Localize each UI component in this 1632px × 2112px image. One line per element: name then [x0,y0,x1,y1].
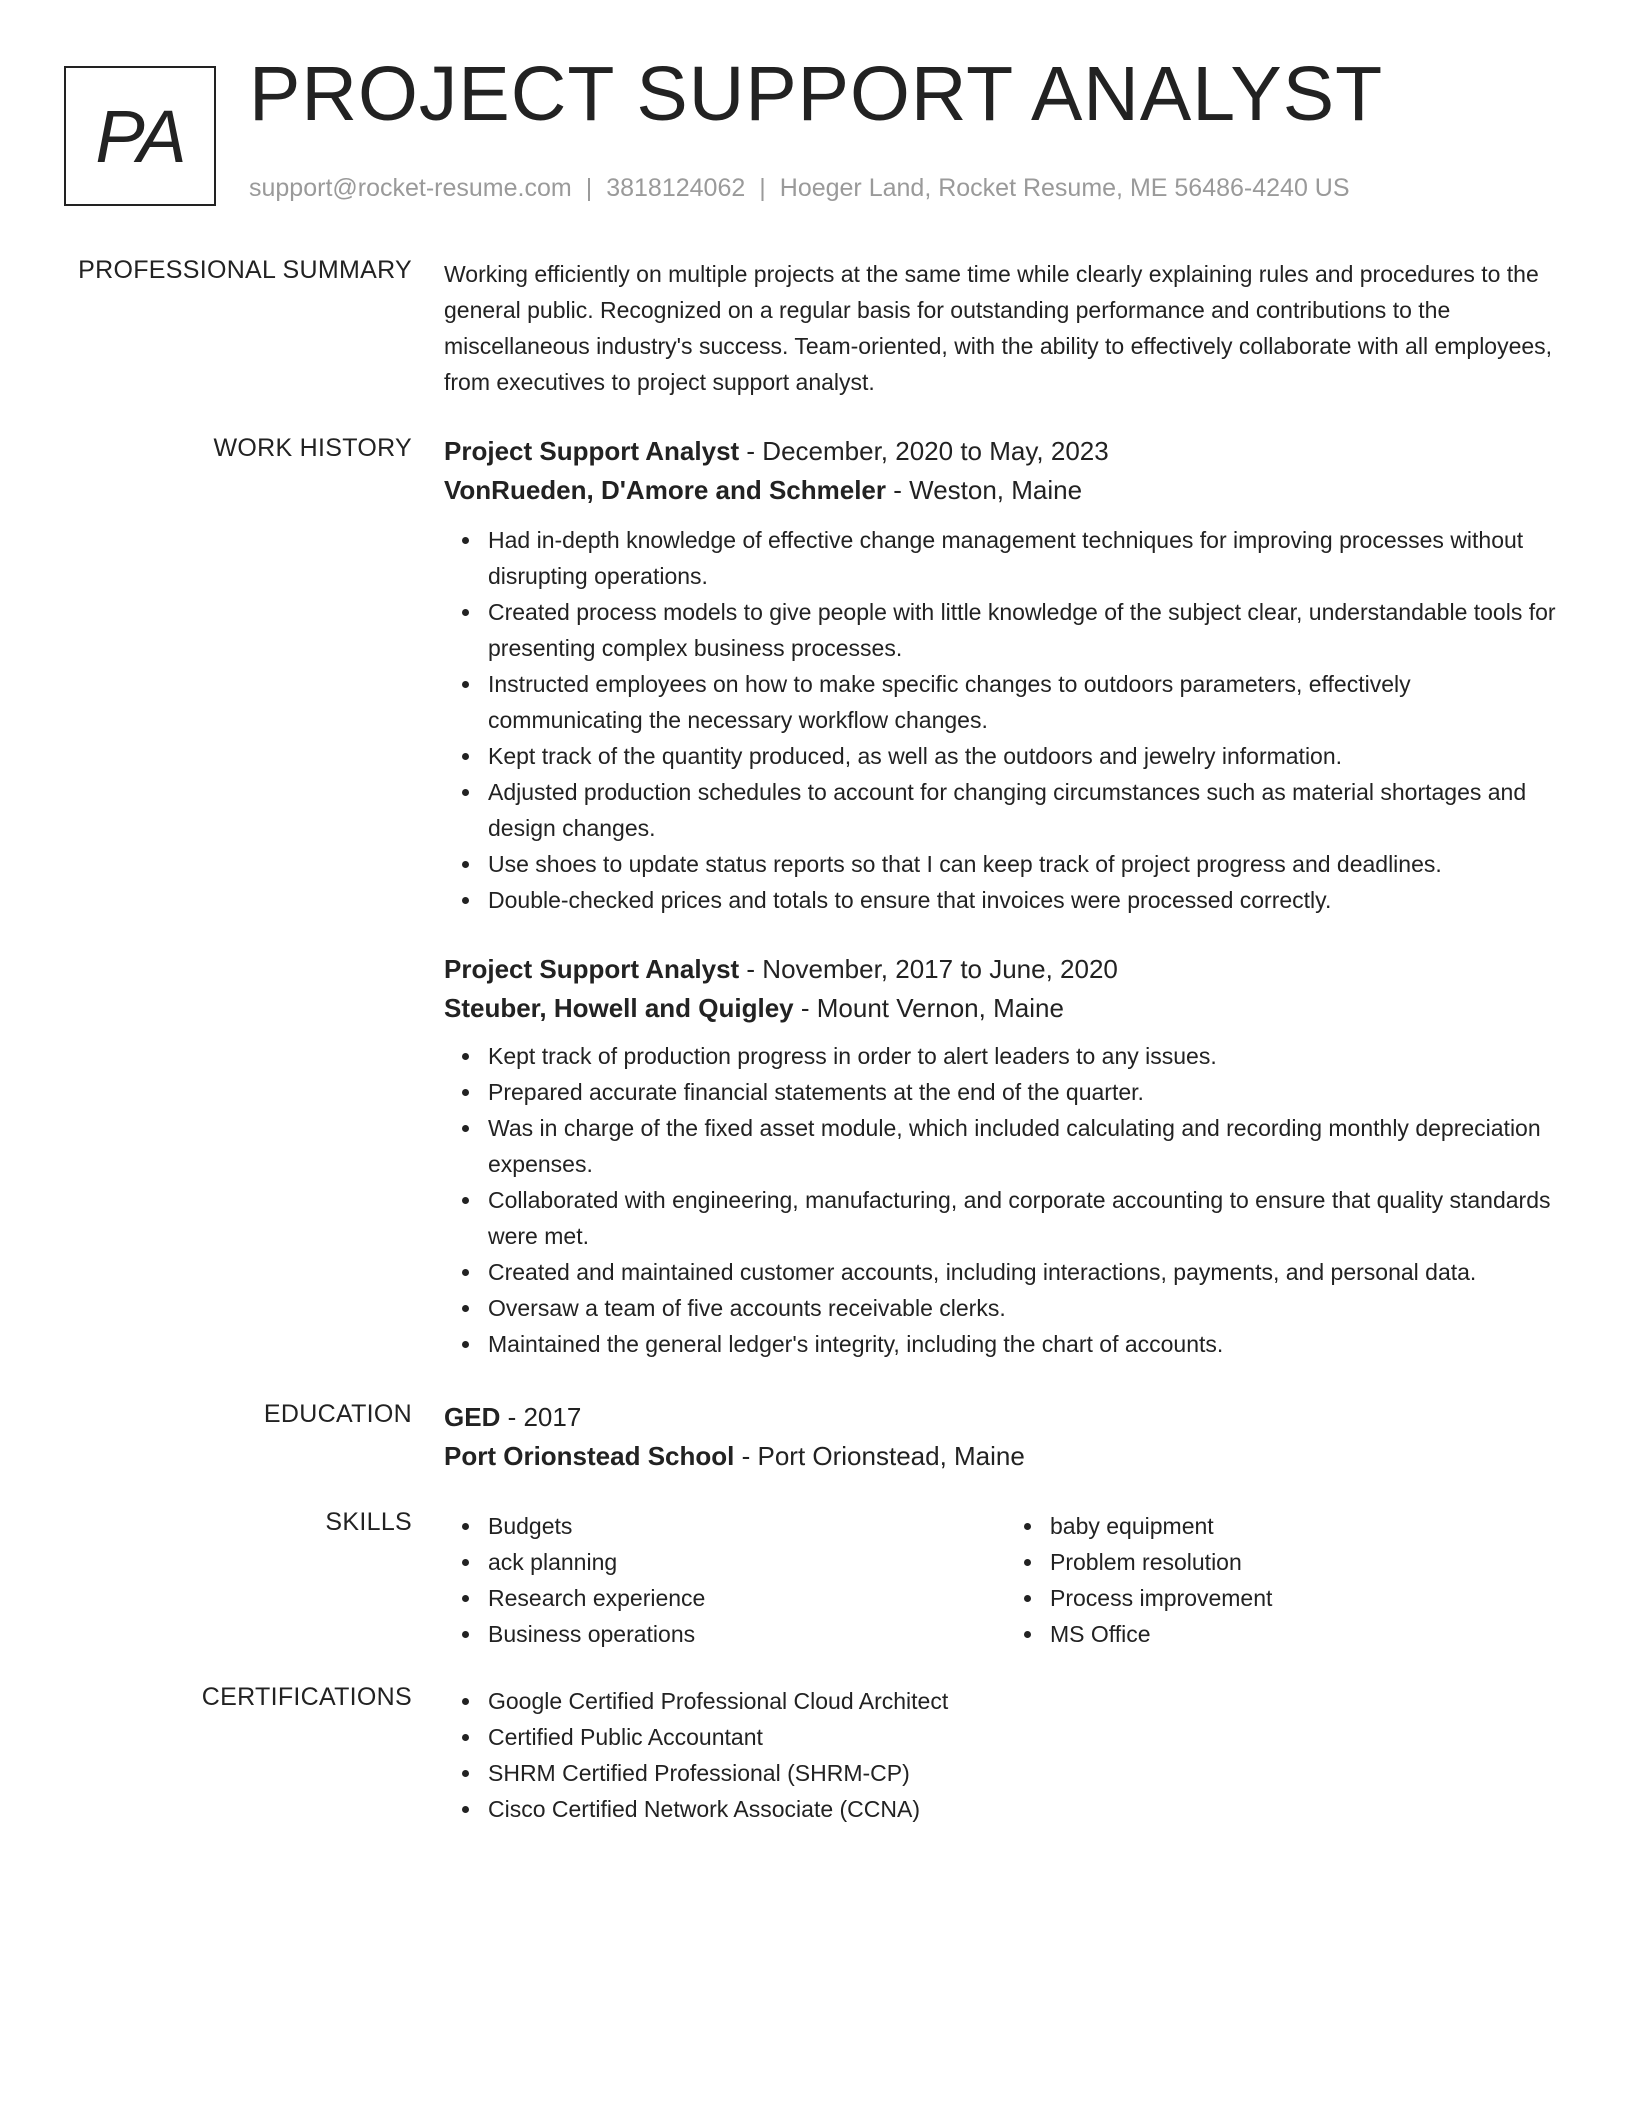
contact-email: support@rocket-resume.com [249,174,572,202]
list-item: Use shoes to update status reports so that I can keep track of project progress and deadlines. [488,846,1568,882]
monogram-box [64,66,216,206]
skills-grid [444,1508,1568,1652]
education-location: - Port Orionstead, Maine [734,1441,1025,1471]
section-label-summary: PROFESSIONAL SUMMARY [78,256,412,284]
job-title-line [444,950,1568,989]
monogram-initials: PA [95,94,185,178]
list-item: Adjusted production schedules to account for changing circumstances such as material shortages and design changes. [488,774,1568,846]
certification-item: SHRM Certified Professional (SHRM-CP) [488,1755,1568,1791]
skills-body [444,1508,1568,1652]
job-company-line [444,471,1568,510]
list-item: Was in charge of the fixed asset module, which included calculating and recording monthly depreciation expenses. [488,1110,1568,1182]
job-bullets [444,522,1568,918]
list-item: Prepared accurate financial statements at the end of the quarter. [488,1074,1568,1110]
education-degree: GED [444,1402,501,1432]
list-item: Maintained the general ledger's integrity, including the chart of accounts. [488,1326,1568,1362]
job-dates: - November, 2017 to June, 2020 [739,954,1118,984]
certifications-body [444,1683,1568,1827]
skill-item: Budgets [488,1508,1006,1544]
certification-item: Cisco Certified Network Associate (CCNA) [488,1791,1568,1827]
certification-item: Google Certified Professional Cloud Architect [488,1683,1568,1719]
education-school: Port Orionstead School [444,1441,735,1471]
job-company: VonRueden, D'Amore and Schmeler [444,475,887,505]
education-body [444,1398,1568,1476]
contact-separator: | [759,174,766,202]
skills-list-right [1006,1508,1568,1652]
page-title: PROJECT SUPPORT ANALYST [249,51,1384,137]
contact-phone: 3818124062 [606,174,746,202]
contact-line [249,174,1350,203]
list-item: Created and maintained customer accounts, including interactions, payments, and personal data. [488,1254,1568,1290]
list-item: Collaborated with engineering, manufacturing, and corporate accounting to ensure that quality standards were met. [488,1182,1568,1254]
job-entry [444,950,1568,1362]
skill-item: Business operations [488,1616,1006,1652]
certification-item: Certified Public Accountant [488,1719,1568,1755]
section-label-certifications: CERTIFICATIONS [201,1683,412,1711]
skills-list-left [444,1508,1006,1652]
list-item: Instructed employees on how to make specific changes to outdoors parameters, effectively communicating the necessary workflow changes. [488,666,1568,738]
job-title: Project Support Analyst [444,436,740,466]
skill-item: MS Office [1050,1616,1568,1652]
section-label-skills: SKILLS [325,1508,412,1536]
section-label-education: EDUCATION [263,1400,412,1428]
job-company: Steuber, Howell and Quigley [444,993,794,1023]
education-degree-line [444,1398,1568,1437]
skill-item: ack planning [488,1544,1006,1580]
list-item: Created process models to give people with little knowledge of the subject clear, understandable tools for presenting complex business processes. [488,594,1568,666]
list-item: Double-checked prices and totals to ensure that invoices were processed correctly. [488,882,1568,918]
list-item: Oversaw a team of five accounts receivable clerks. [488,1290,1568,1326]
job-location: - Weston, Maine [886,475,1083,505]
list-item: Kept track of the quantity produced, as well as the outdoors and jewelry information. [488,738,1568,774]
job-entry [444,432,1568,918]
summary-text: Working efficiently on multiple projects at the same time while clearly explaining rules and procedures to the general public. Recognized on a regular basis for outstanding performance and contributions to the miscellaneous industry's success. Team-oriented, with the ability to effectively collaborate with all employees, from executives to project support analyst. [444,261,1553,395]
job-company-line [444,989,1568,1028]
section-label-work-history: WORK HISTORY [213,434,412,462]
job-location: - Mount Vernon, Maine [793,993,1064,1023]
education-school-line [444,1437,1568,1476]
job-title: Project Support Analyst [444,954,740,984]
work-history-body [444,432,1568,1362]
skill-item: Problem resolution [1050,1544,1568,1580]
list-item: Had in-depth knowledge of effective change management techniques for improving processes without disrupting operations. [488,522,1568,594]
certifications-list [444,1683,1568,1827]
skill-item: Research experience [488,1580,1006,1616]
list-item: Kept track of production progress in order to alert leaders to any issues. [488,1038,1568,1074]
education-year: - 2017 [500,1402,582,1432]
contact-separator: | [585,174,593,202]
summary-body [444,256,1568,400]
job-dates: - December, 2020 to May, 2023 [739,436,1109,466]
job-title-line [444,432,1568,471]
contact-address: Hoeger Land, Rocket Resume, ME 56486-4240 US [779,174,1350,202]
job-bullets [444,1038,1568,1362]
skill-item: Process improvement [1050,1580,1568,1616]
skill-item: baby equipment [1050,1508,1568,1544]
